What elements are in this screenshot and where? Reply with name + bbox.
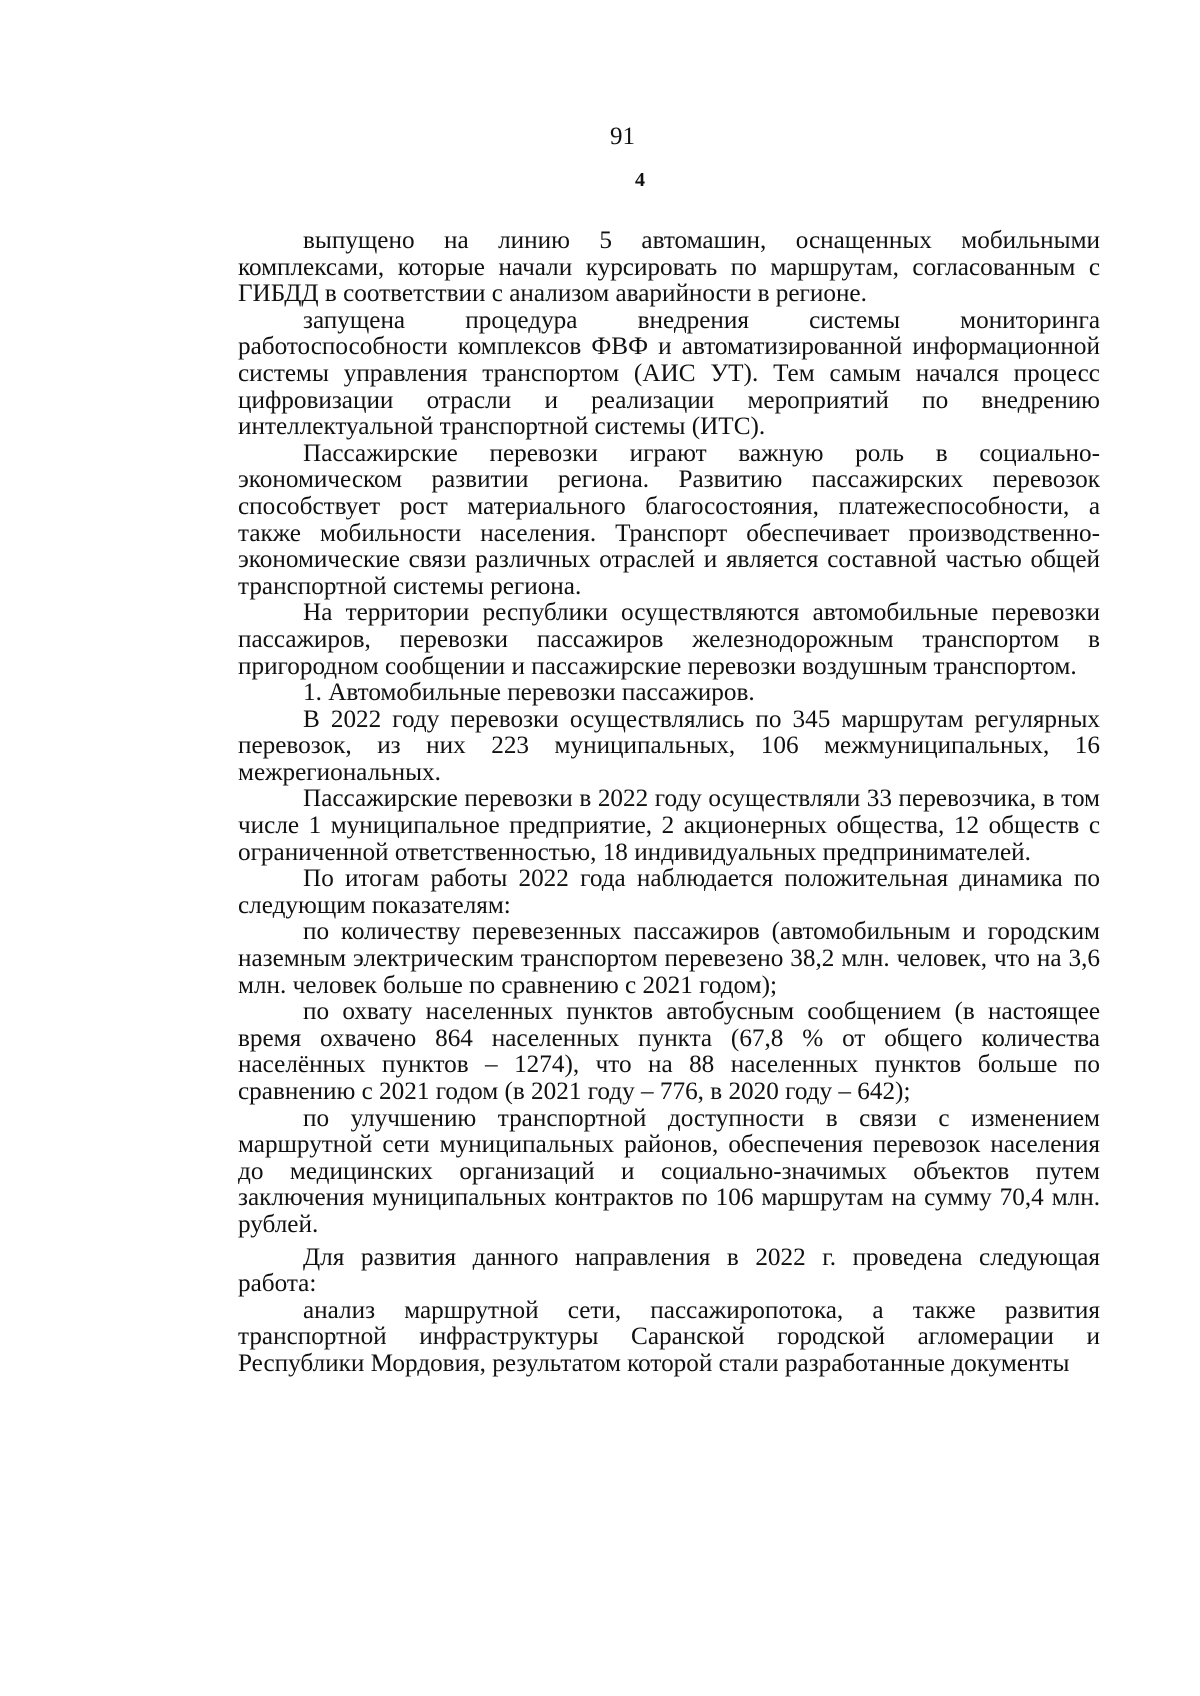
paragraph-transport-types: На территории республики осуществляются автомобильные перевозки пассажиров, перевозки пассажиров железнодорожным транспортом в пригородном сообщении и пассажирские перевозки воздушным транспортом.: [238, 599, 1100, 680]
paragraph-carriers-2022: Пассажирские перевозки в 2022 году осуществляли 33 перевозчика, в том числе 1 муниципальное предприятие, 2 акционерных общества, 12 обществ с ограниченной ответственностью, 18 индивидуальных предпринимателей.: [238, 785, 1100, 866]
paragraph-route-network-analysis: анализ маршрутной сети, пассажиропотока, а также развития транспортной инфраструктуры Саранской городской агломерации и Республики Мордовия, результатом которой стали разработанные документы: [238, 1296, 1100, 1377]
paragraph-work-done: Для развития данного направления в 2022 г. проведена следующая работа:: [238, 1243, 1100, 1298]
paragraph-positive-dynamics: По итогам работы 2022 года наблюдается положительная динамика по следующим показателям:: [238, 865, 1100, 919]
document-body: [238, 228, 1100, 1378]
paragraph-accessibility: по улучшению транспортной доступности в связи с изменением маршрутной сети муниципальных районов, обеспечения перевозок населения до медицинских организаций и социально-значимых объектов путем заключения муниципальных контрактов по 106 маршрутам на сумму 70,4 млн. рублей.: [238, 1104, 1100, 1238]
paragraph-passengers-count: по количеству перевезенных пассажиров (автомобильным и городским наземным электрическим транспортом перевезено 38,2 млн. человек, что на 3,6 млн. человек больше по сравнению с 2021 годом);: [238, 918, 1100, 999]
sheet-number: 4: [635, 169, 645, 191]
paragraph-routes-2022: В 2022 году перевозки осуществлялись по 345 маршрутам регулярных перевозок, из них 223 муниципальных, 106 межмуниципальных, 16 межрегиональных.: [238, 705, 1100, 786]
page-number: 91: [610, 123, 635, 150]
section-heading-road-transport: 1. Автомобильные перевозки пассажиров.: [303, 679, 755, 707]
paragraph-passenger-transport-role: Пассажирские перевозки играют важную роль в социально-экономическом развитии региона. Развитию пассажирских перевозок способствует рост материального благосостояния, платежеспособности, а также мобильности населения. Транспорт обеспечивает производственно-экономические связи различных отраслей и является составной частью общей транспортной системы региона.: [238, 439, 1100, 600]
paragraph-settlements-coverage: по охвату населенных пунктов автобусным сообщением (в настоящее время охвачено 864 населенных пункта (67,8 % от общего количества населённых пунктов – 1274), что на 88 населенных пунктов больше по сравнению с 2021 годом (в 2021 году – 776, в 2020 году – 642);: [238, 998, 1100, 1105]
paragraph-monitoring-system: запущена процедура внедрения системы мониторинга работоспособности комплексов ФВФ и автоматизированной информационной системы управления транспортом (АИС УТ). Тем самым начался процесс цифровизации отрасли и реализации мероприятий по внедрению интеллектуальной транспортной системы (ИТС).: [238, 306, 1100, 441]
paragraph-vehicles-launched: выпущено на линию 5 автомашин, оснащенных мобильными комплексами, которые начали курсировать по маршрутам, согласованным с ГИБДД в соответствии с анализом аварийности в регионе.: [238, 227, 1100, 308]
